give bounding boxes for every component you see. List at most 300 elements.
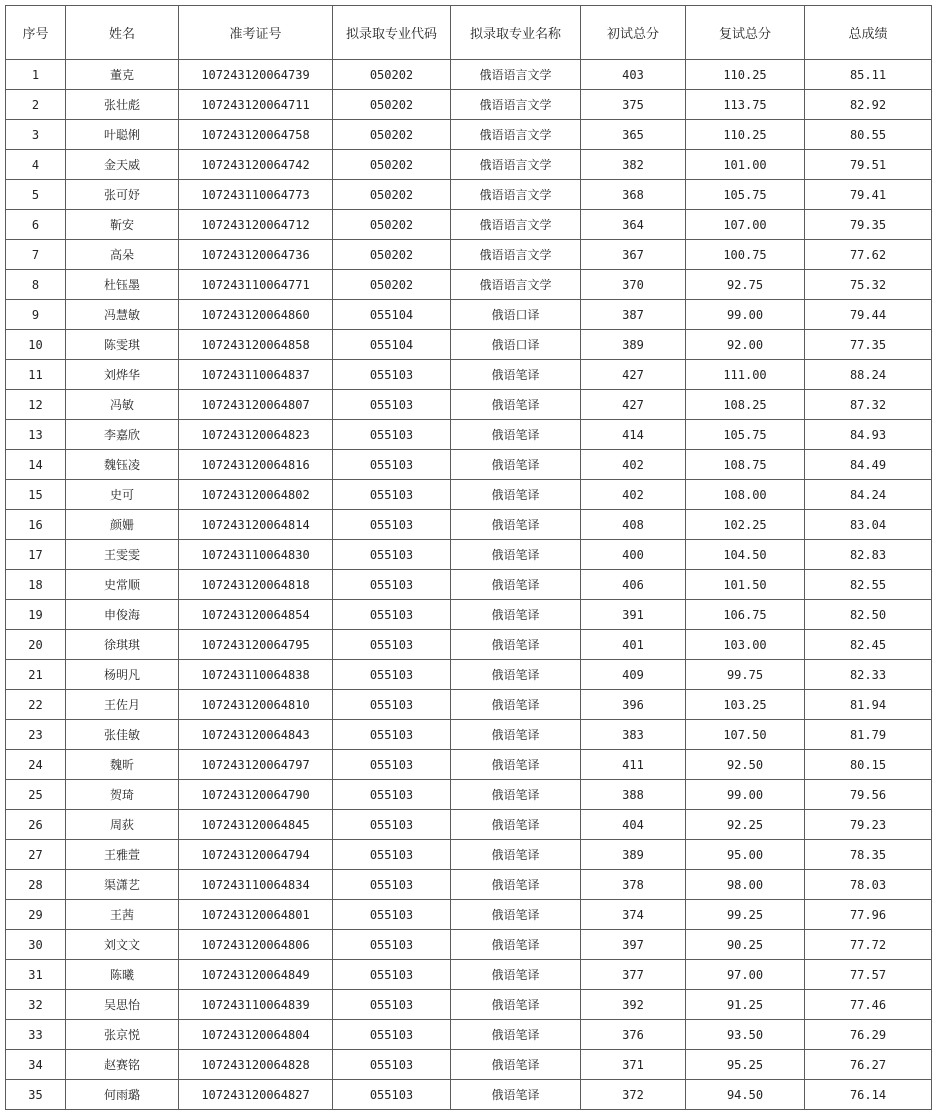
cell-total-score: 78.03 xyxy=(805,870,932,900)
cell-initial-score: 400 xyxy=(581,540,686,570)
cell-major-name: 俄语笔译 xyxy=(451,630,581,660)
cell-major-code: 055103 xyxy=(333,660,451,690)
cell-index: 15 xyxy=(6,480,66,510)
cell-major-name: 俄语笔译 xyxy=(451,810,581,840)
cell-total-score: 76.27 xyxy=(805,1050,932,1080)
cell-initial-score: 404 xyxy=(581,810,686,840)
cell-retest-score: 98.00 xyxy=(686,870,805,900)
cell-major-name: 俄语笔译 xyxy=(451,570,581,600)
cell-name: 王佐月 xyxy=(66,690,179,720)
cell-major-name: 俄语笔译 xyxy=(451,720,581,750)
cell-initial-score: 389 xyxy=(581,330,686,360)
cell-initial-score: 383 xyxy=(581,720,686,750)
cell-exam-id: 107243110064837 xyxy=(179,360,333,390)
cell-initial-score: 368 xyxy=(581,180,686,210)
cell-retest-score: 94.50 xyxy=(686,1080,805,1110)
cell-retest-score: 92.00 xyxy=(686,330,805,360)
cell-name: 申俊海 xyxy=(66,600,179,630)
cell-exam-id: 107243120064816 xyxy=(179,450,333,480)
cell-major-name: 俄语语言文学 xyxy=(451,90,581,120)
cell-retest-score: 92.75 xyxy=(686,270,805,300)
cell-major-name: 俄语笔译 xyxy=(451,420,581,450)
cell-index: 27 xyxy=(6,840,66,870)
cell-major-code: 050202 xyxy=(333,60,451,90)
cell-name: 冯敏 xyxy=(66,390,179,420)
cell-retest-score: 105.75 xyxy=(686,180,805,210)
cell-major-name: 俄语笔译 xyxy=(451,870,581,900)
cell-name: 张京悦 xyxy=(66,1020,179,1050)
admission-results-table xyxy=(5,5,932,1110)
table-row xyxy=(6,330,932,360)
table-row xyxy=(6,390,932,420)
cell-index: 10 xyxy=(6,330,66,360)
cell-exam-id: 107243120064810 xyxy=(179,690,333,720)
cell-major-name: 俄语语言文学 xyxy=(451,240,581,270)
cell-index: 17 xyxy=(6,540,66,570)
cell-initial-score: 403 xyxy=(581,60,686,90)
cell-name: 颜姗 xyxy=(66,510,179,540)
cell-initial-score: 427 xyxy=(581,390,686,420)
cell-retest-score: 108.25 xyxy=(686,390,805,420)
cell-total-score: 80.15 xyxy=(805,750,932,780)
cell-initial-score: 365 xyxy=(581,120,686,150)
cell-name: 张壮彪 xyxy=(66,90,179,120)
cell-initial-score: 375 xyxy=(581,90,686,120)
cell-name: 陈曦 xyxy=(66,960,179,990)
cell-exam-id: 107243120064858 xyxy=(179,330,333,360)
cell-major-code: 055104 xyxy=(333,330,451,360)
cell-major-code: 055103 xyxy=(333,570,451,600)
table-body xyxy=(6,60,932,1110)
table-row xyxy=(6,90,932,120)
cell-major-code: 055103 xyxy=(333,360,451,390)
cell-name: 赵赛铭 xyxy=(66,1050,179,1080)
table-row xyxy=(6,60,932,90)
cell-exam-id: 107243120064801 xyxy=(179,900,333,930)
cell-name: 杜钰墨 xyxy=(66,270,179,300)
cell-total-score: 80.55 xyxy=(805,120,932,150)
cell-name: 王茜 xyxy=(66,900,179,930)
cell-index: 33 xyxy=(6,1020,66,1050)
table-row xyxy=(6,300,932,330)
cell-initial-score: 371 xyxy=(581,1050,686,1080)
cell-exam-id: 107243120064827 xyxy=(179,1080,333,1110)
table-row xyxy=(6,810,932,840)
cell-name: 金天威 xyxy=(66,150,179,180)
cell-initial-score: 402 xyxy=(581,450,686,480)
cell-name: 张佳敏 xyxy=(66,720,179,750)
cell-major-name: 俄语笔译 xyxy=(451,930,581,960)
cell-initial-score: 378 xyxy=(581,870,686,900)
cell-major-name: 俄语笔译 xyxy=(451,1020,581,1050)
cell-exam-id: 107243120064802 xyxy=(179,480,333,510)
cell-major-name: 俄语笔译 xyxy=(451,690,581,720)
table-row xyxy=(6,630,932,660)
cell-retest-score: 107.50 xyxy=(686,720,805,750)
cell-total-score: 76.29 xyxy=(805,1020,932,1050)
cell-name: 魏钰凌 xyxy=(66,450,179,480)
cell-total-score: 82.83 xyxy=(805,540,932,570)
cell-index: 26 xyxy=(6,810,66,840)
cell-index: 30 xyxy=(6,930,66,960)
cell-retest-score: 102.25 xyxy=(686,510,805,540)
cell-name: 王雯雯 xyxy=(66,540,179,570)
cell-major-name: 俄语笔译 xyxy=(451,660,581,690)
cell-index: 1 xyxy=(6,60,66,90)
cell-retest-score: 108.75 xyxy=(686,450,805,480)
cell-major-code: 055103 xyxy=(333,510,451,540)
cell-name: 靳安 xyxy=(66,210,179,240)
cell-total-score: 81.79 xyxy=(805,720,932,750)
cell-major-code: 050202 xyxy=(333,120,451,150)
cell-name: 史可 xyxy=(66,480,179,510)
cell-index: 16 xyxy=(6,510,66,540)
cell-major-code: 055103 xyxy=(333,780,451,810)
cell-total-score: 87.32 xyxy=(805,390,932,420)
cell-exam-id: 107243120064860 xyxy=(179,300,333,330)
cell-major-code: 055103 xyxy=(333,1080,451,1110)
cell-index: 4 xyxy=(6,150,66,180)
table-row xyxy=(6,600,932,630)
cell-total-score: 84.93 xyxy=(805,420,932,450)
cell-retest-score: 100.75 xyxy=(686,240,805,270)
cell-major-name: 俄语笔译 xyxy=(451,1080,581,1110)
cell-name: 叶聪俐 xyxy=(66,120,179,150)
cell-retest-score: 110.25 xyxy=(686,120,805,150)
cell-major-code: 050202 xyxy=(333,240,451,270)
table-row xyxy=(6,900,932,930)
table-row xyxy=(6,750,932,780)
table-row xyxy=(6,510,932,540)
cell-major-code: 055103 xyxy=(333,450,451,480)
table-row xyxy=(6,960,932,990)
cell-total-score: 85.11 xyxy=(805,60,932,90)
cell-major-code: 055103 xyxy=(333,1020,451,1050)
cell-retest-score: 99.00 xyxy=(686,300,805,330)
cell-initial-score: 391 xyxy=(581,600,686,630)
table-row xyxy=(6,1080,932,1110)
cell-exam-id: 107243120064806 xyxy=(179,930,333,960)
cell-name: 徐琪琪 xyxy=(66,630,179,660)
cell-exam-id: 107243120064814 xyxy=(179,510,333,540)
cell-major-name: 俄语语言文学 xyxy=(451,210,581,240)
cell-major-code: 055103 xyxy=(333,1050,451,1080)
cell-major-name: 俄语语言文学 xyxy=(451,150,581,180)
cell-total-score: 78.35 xyxy=(805,840,932,870)
cell-index: 13 xyxy=(6,420,66,450)
header-total-score: 总成绩 xyxy=(805,6,932,60)
cell-index: 9 xyxy=(6,300,66,330)
cell-major-code: 055103 xyxy=(333,480,451,510)
cell-retest-score: 110.25 xyxy=(686,60,805,90)
cell-major-name: 俄语笔译 xyxy=(451,600,581,630)
cell-name: 渠潇艺 xyxy=(66,870,179,900)
cell-exam-id: 107243110064830 xyxy=(179,540,333,570)
cell-initial-score: 409 xyxy=(581,660,686,690)
cell-name: 贺琦 xyxy=(66,780,179,810)
cell-index: 20 xyxy=(6,630,66,660)
cell-exam-id: 107243120064823 xyxy=(179,420,333,450)
cell-name: 董克 xyxy=(66,60,179,90)
table-row xyxy=(6,450,932,480)
table-row xyxy=(6,240,932,270)
cell-name: 刘烨华 xyxy=(66,360,179,390)
cell-exam-id: 107243110064839 xyxy=(179,990,333,1020)
cell-total-score: 75.32 xyxy=(805,270,932,300)
cell-index: 22 xyxy=(6,690,66,720)
cell-major-name: 俄语笔译 xyxy=(451,990,581,1020)
cell-initial-score: 406 xyxy=(581,570,686,600)
table-row xyxy=(6,150,932,180)
cell-total-score: 82.55 xyxy=(805,570,932,600)
cell-index: 2 xyxy=(6,90,66,120)
cell-initial-score: 389 xyxy=(581,840,686,870)
table-row xyxy=(6,990,932,1020)
cell-retest-score: 101.00 xyxy=(686,150,805,180)
cell-name: 周荻 xyxy=(66,810,179,840)
cell-major-code: 055104 xyxy=(333,300,451,330)
cell-exam-id: 107243120064711 xyxy=(179,90,333,120)
cell-initial-score: 396 xyxy=(581,690,686,720)
cell-major-name: 俄语口译 xyxy=(451,300,581,330)
cell-major-name: 俄语笔译 xyxy=(451,960,581,990)
cell-index: 34 xyxy=(6,1050,66,1080)
cell-major-code: 050202 xyxy=(333,180,451,210)
cell-total-score: 77.57 xyxy=(805,960,932,990)
cell-major-code: 055103 xyxy=(333,840,451,870)
cell-exam-id: 107243120064712 xyxy=(179,210,333,240)
cell-major-name: 俄语语言文学 xyxy=(451,270,581,300)
cell-index: 35 xyxy=(6,1080,66,1110)
header-retest-score: 复试总分 xyxy=(686,6,805,60)
cell-index: 12 xyxy=(6,390,66,420)
cell-total-score: 82.45 xyxy=(805,630,932,660)
cell-exam-id: 107243120064849 xyxy=(179,960,333,990)
cell-major-code: 050202 xyxy=(333,270,451,300)
cell-major-code: 055103 xyxy=(333,750,451,780)
cell-major-code: 055103 xyxy=(333,720,451,750)
cell-initial-score: 372 xyxy=(581,1080,686,1110)
cell-major-name: 俄语语言文学 xyxy=(451,60,581,90)
cell-exam-id: 107243120064797 xyxy=(179,750,333,780)
table-row xyxy=(6,780,932,810)
cell-exam-id: 107243120064790 xyxy=(179,780,333,810)
cell-major-code: 050202 xyxy=(333,90,451,120)
cell-total-score: 77.96 xyxy=(805,900,932,930)
cell-major-name: 俄语笔译 xyxy=(451,510,581,540)
cell-initial-score: 408 xyxy=(581,510,686,540)
table-row xyxy=(6,570,932,600)
table-row xyxy=(6,870,932,900)
cell-major-name: 俄语笔译 xyxy=(451,390,581,420)
cell-retest-score: 101.50 xyxy=(686,570,805,600)
cell-total-score: 77.62 xyxy=(805,240,932,270)
cell-retest-score: 105.75 xyxy=(686,420,805,450)
cell-total-score: 79.23 xyxy=(805,810,932,840)
cell-retest-score: 103.25 xyxy=(686,690,805,720)
cell-retest-score: 95.25 xyxy=(686,1050,805,1080)
cell-retest-score: 93.50 xyxy=(686,1020,805,1050)
cell-total-score: 84.24 xyxy=(805,480,932,510)
cell-index: 23 xyxy=(6,720,66,750)
cell-major-code: 055103 xyxy=(333,600,451,630)
cell-name: 杨明凡 xyxy=(66,660,179,690)
cell-major-code: 055103 xyxy=(333,390,451,420)
cell-initial-score: 397 xyxy=(581,930,686,960)
cell-major-name: 俄语语言文学 xyxy=(451,180,581,210)
cell-initial-score: 374 xyxy=(581,900,686,930)
cell-major-code: 055103 xyxy=(333,960,451,990)
cell-total-score: 79.56 xyxy=(805,780,932,810)
cell-name: 王雅萱 xyxy=(66,840,179,870)
cell-retest-score: 99.75 xyxy=(686,660,805,690)
cell-total-score: 88.24 xyxy=(805,360,932,390)
cell-initial-score: 364 xyxy=(581,210,686,240)
cell-initial-score: 427 xyxy=(581,360,686,390)
header-index: 序号 xyxy=(6,6,66,60)
cell-initial-score: 376 xyxy=(581,1020,686,1050)
cell-name: 刘文文 xyxy=(66,930,179,960)
header-initial-score: 初试总分 xyxy=(581,6,686,60)
cell-exam-id: 107243120064804 xyxy=(179,1020,333,1050)
cell-exam-id: 107243110064838 xyxy=(179,660,333,690)
table-row xyxy=(6,720,932,750)
cell-major-name: 俄语笔译 xyxy=(451,780,581,810)
table-row xyxy=(6,420,932,450)
cell-retest-score: 90.25 xyxy=(686,930,805,960)
cell-major-name: 俄语笔译 xyxy=(451,900,581,930)
table-row xyxy=(6,360,932,390)
cell-name: 何雨璐 xyxy=(66,1080,179,1110)
cell-exam-id: 107243110064773 xyxy=(179,180,333,210)
cell-major-code: 055103 xyxy=(333,900,451,930)
cell-retest-score: 92.50 xyxy=(686,750,805,780)
cell-initial-score: 414 xyxy=(581,420,686,450)
cell-total-score: 79.41 xyxy=(805,180,932,210)
cell-name: 陈雯琪 xyxy=(66,330,179,360)
cell-initial-score: 392 xyxy=(581,990,686,1020)
cell-total-score: 82.92 xyxy=(805,90,932,120)
cell-major-code: 055103 xyxy=(333,810,451,840)
cell-index: 19 xyxy=(6,600,66,630)
cell-index: 18 xyxy=(6,570,66,600)
cell-name: 高朵 xyxy=(66,240,179,270)
cell-retest-score: 108.00 xyxy=(686,480,805,510)
cell-exam-id: 107243120064845 xyxy=(179,810,333,840)
cell-index: 5 xyxy=(6,180,66,210)
cell-index: 25 xyxy=(6,780,66,810)
cell-retest-score: 107.00 xyxy=(686,210,805,240)
header-major-name: 拟录取专业名称 xyxy=(451,6,581,60)
cell-initial-score: 387 xyxy=(581,300,686,330)
cell-major-code: 055103 xyxy=(333,870,451,900)
cell-major-code: 050202 xyxy=(333,150,451,180)
table-row xyxy=(6,840,932,870)
cell-major-code: 050202 xyxy=(333,210,451,240)
cell-major-code: 055103 xyxy=(333,990,451,1020)
cell-name: 张可妤 xyxy=(66,180,179,210)
cell-major-name: 俄语笔译 xyxy=(451,840,581,870)
cell-name: 李嘉欣 xyxy=(66,420,179,450)
table-row xyxy=(6,270,932,300)
cell-retest-score: 111.00 xyxy=(686,360,805,390)
cell-major-code: 055103 xyxy=(333,630,451,660)
cell-major-code: 055103 xyxy=(333,930,451,960)
cell-initial-score: 382 xyxy=(581,150,686,180)
table-header-row xyxy=(6,6,932,60)
cell-index: 14 xyxy=(6,450,66,480)
cell-total-score: 79.35 xyxy=(805,210,932,240)
cell-exam-id: 107243120064807 xyxy=(179,390,333,420)
table-row xyxy=(6,210,932,240)
cell-total-score: 77.72 xyxy=(805,930,932,960)
cell-index: 11 xyxy=(6,360,66,390)
cell-total-score: 84.49 xyxy=(805,450,932,480)
cell-total-score: 76.14 xyxy=(805,1080,932,1110)
cell-exam-id: 107243120064828 xyxy=(179,1050,333,1080)
cell-index: 32 xyxy=(6,990,66,1020)
cell-total-score: 77.35 xyxy=(805,330,932,360)
cell-index: 31 xyxy=(6,960,66,990)
cell-exam-id: 107243110064834 xyxy=(179,870,333,900)
cell-retest-score: 104.50 xyxy=(686,540,805,570)
cell-retest-score: 92.25 xyxy=(686,810,805,840)
cell-initial-score: 377 xyxy=(581,960,686,990)
cell-exam-id: 107243120064739 xyxy=(179,60,333,90)
cell-total-score: 79.51 xyxy=(805,150,932,180)
cell-major-name: 俄语笔译 xyxy=(451,750,581,780)
cell-exam-id: 107243120064818 xyxy=(179,570,333,600)
cell-name: 冯慧敏 xyxy=(66,300,179,330)
cell-exam-id: 107243120064794 xyxy=(179,840,333,870)
table-row xyxy=(6,1020,932,1050)
cell-major-name: 俄语语言文学 xyxy=(451,120,581,150)
cell-major-name: 俄语笔译 xyxy=(451,450,581,480)
cell-initial-score: 388 xyxy=(581,780,686,810)
cell-initial-score: 401 xyxy=(581,630,686,660)
cell-exam-id: 107243120064795 xyxy=(179,630,333,660)
table-row xyxy=(6,1050,932,1080)
cell-retest-score: 99.25 xyxy=(686,900,805,930)
table-row xyxy=(6,120,932,150)
cell-total-score: 83.04 xyxy=(805,510,932,540)
cell-initial-score: 367 xyxy=(581,240,686,270)
cell-major-name: 俄语笔译 xyxy=(451,540,581,570)
cell-exam-id: 107243120064854 xyxy=(179,600,333,630)
cell-initial-score: 411 xyxy=(581,750,686,780)
cell-index: 6 xyxy=(6,210,66,240)
table-row xyxy=(6,180,932,210)
header-exam-id: 准考证号 xyxy=(179,6,333,60)
cell-retest-score: 113.75 xyxy=(686,90,805,120)
cell-index: 24 xyxy=(6,750,66,780)
table-row xyxy=(6,930,932,960)
cell-exam-id: 107243120064736 xyxy=(179,240,333,270)
cell-total-score: 81.94 xyxy=(805,690,932,720)
header-major-code: 拟录取专业代码 xyxy=(333,6,451,60)
cell-name: 史常顺 xyxy=(66,570,179,600)
cell-retest-score: 106.75 xyxy=(686,600,805,630)
cell-retest-score: 95.00 xyxy=(686,840,805,870)
cell-retest-score: 103.00 xyxy=(686,630,805,660)
cell-exam-id: 107243120064843 xyxy=(179,720,333,750)
cell-initial-score: 402 xyxy=(581,480,686,510)
table-row xyxy=(6,660,932,690)
cell-name: 吴思怡 xyxy=(66,990,179,1020)
cell-index: 3 xyxy=(6,120,66,150)
cell-retest-score: 91.25 xyxy=(686,990,805,1020)
cell-initial-score: 370 xyxy=(581,270,686,300)
